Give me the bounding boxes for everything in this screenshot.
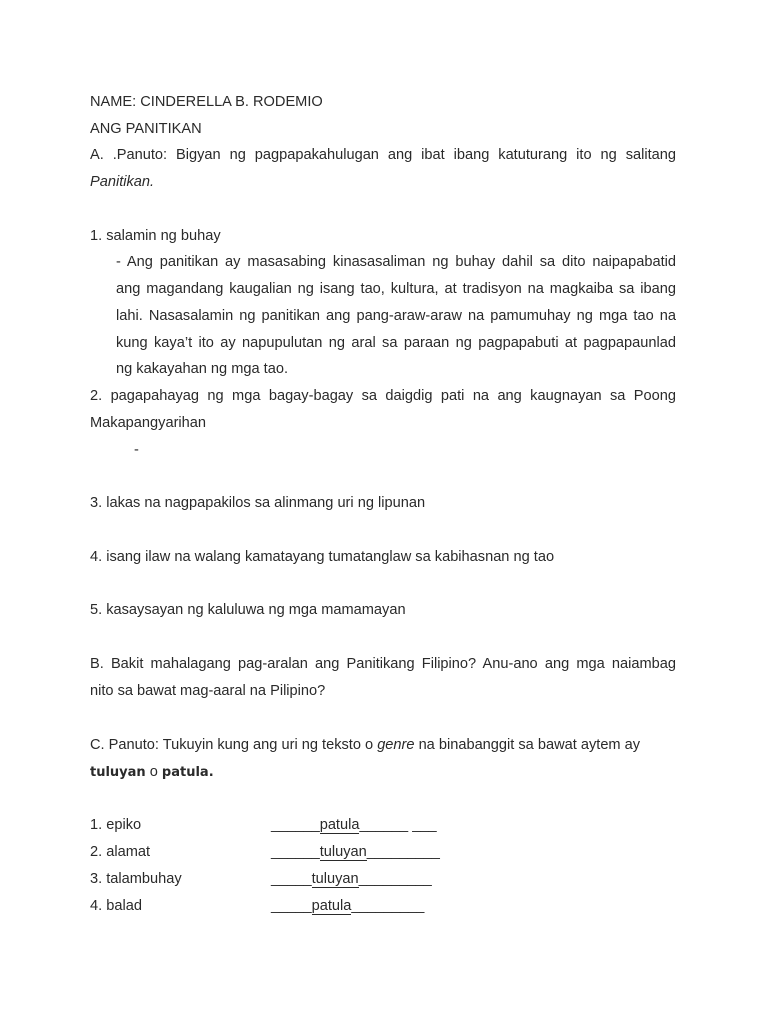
item-c2-label: 2. alamat <box>90 844 151 860</box>
item-c1-label: 1. epiko <box>90 817 142 833</box>
item-c4-answer: _____patula_________ <box>271 898 425 914</box>
item-a1-answer-line: - Ang panitikan ay masasabing kinasasaliman ng buhay dahil sa dito naipapabatid <box>116 254 676 270</box>
item-c4-label: 4. balad <box>90 898 142 914</box>
item-a2-label-cont: Makapangyarihan <box>90 415 207 431</box>
item-a1-label: 1. salamin ng buhay <box>90 228 221 244</box>
item-a3-label: 3. lakas na nagpapakilos sa alinmang uri ng lipunan <box>90 495 426 511</box>
item-a2-label: 2. pagapahayag ng mga bagay-bagay sa daigdig pati na ang kaugnayan sa Poong <box>90 388 676 404</box>
item-a1-answer-line: ang magandang kaugalian ng isang tao, kultura, at tradisyon na magkaiba sa ibang <box>116 281 676 297</box>
item-c3-label: 3. talambuhay <box>90 871 182 887</box>
document-title: ANG PANITIKAN <box>90 121 202 137</box>
student-name: NAME: CINDERELLA B. RODEMIO <box>90 94 323 110</box>
item-a1-answer-line: kung kaya’t ito ay napupulutan ng aral sa paraan ng pagpapabuti at pagpapaunlad <box>116 335 676 351</box>
part-c-options: tuluyan o patula. <box>90 764 214 780</box>
option-patula: patula. <box>161 765 214 780</box>
item-a1-answer-line: lahi. Nasasalamin ng panitikan ang pang-araw-araw na pamumuhay ng mga tao na <box>116 308 676 324</box>
item-c3-answer: _____tuluyan_________ <box>271 871 432 887</box>
item-c2-answer: ______tuluyan_________ <box>271 844 440 860</box>
part-a-instruction: A. .Panuto: Bigyan ng pagpapakahulugan ang ibat ibang katuturang ito ng salitang <box>90 147 676 163</box>
item-a4-label: 4. isang ilaw na walang kamatayang tumatanglaw sa kabihasnan ng tao <box>90 549 555 565</box>
part-a-instruction-tail: Panitikan. <box>90 174 155 190</box>
item-a1-answer-line: ng kakayahan ng mga tao. <box>116 361 289 377</box>
part-c-instruction: C. Panuto: Tukuyin kung ang uri ng teksto o genre na binabanggit sa bawat aytem ay <box>90 737 641 753</box>
item-c1-answer: ______patula______ ___ <box>271 817 437 833</box>
part-b-question-cont: nito sa bawat mag-aaral na Pilipino? <box>90 683 326 699</box>
genre-term: genre <box>377 737 415 753</box>
option-tuluyan: tuluyan <box>90 765 146 780</box>
part-b-question: B. Bakit mahalagang pag-aralan ang Panitikang Filipino? Anu-ano ang mga naiambag <box>90 656 676 672</box>
item-a2-answer: - <box>134 442 139 458</box>
item-a5-label: 5. kasaysayan ng kaluluwa ng mga mamamayan <box>90 602 406 618</box>
